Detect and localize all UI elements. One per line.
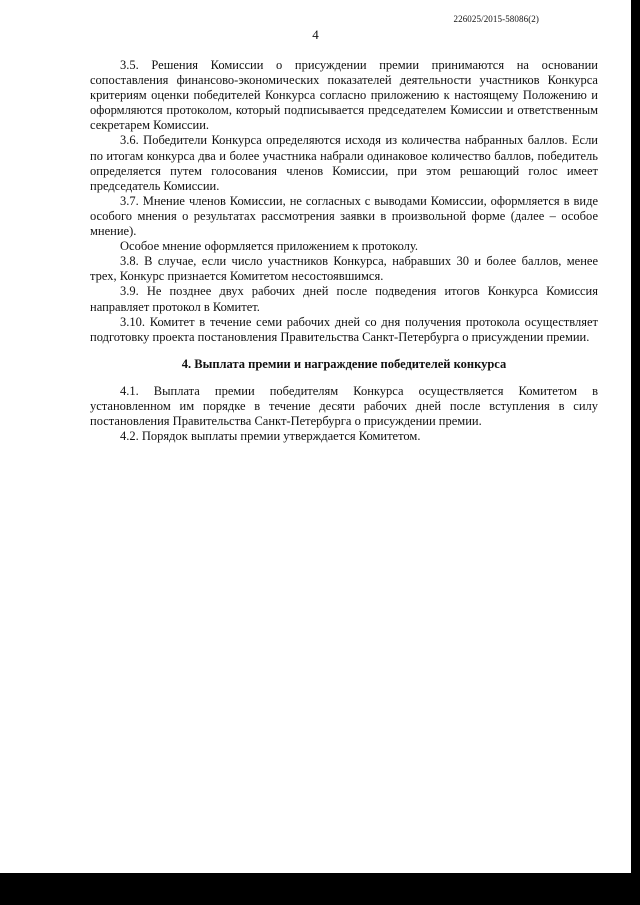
paragraph-3-7-note: Особое мнение оформляется приложением к протоколу. — [120, 239, 419, 254]
paragraph-3-6: 3.6. Победители Конкурса определяются исходя из количества набранных баллов. Если по итогам конкурса два и более участника набрали одинаковое количество баллов, победитель определяется путем голосования членов Комиссии, при этом решающий голос имеет председатель Комиссии. — [90, 133, 598, 193]
document-id: 226025/2015-58086(2) — [453, 14, 539, 24]
document-body — [90, 58, 598, 444]
scan-border — [0, 873, 640, 905]
paragraph-4-2: 4.2. Порядок выплаты премии утверждается Комитетом. — [120, 429, 421, 444]
paragraph-4-1: 4.1. Выплата премии победителям Конкурса осуществляется Комитетом в установленном им порядке в течение десяти рабочих дней после вступления в силу постановления Правительства Санкт-Петербурга о присуждении премии. — [90, 383, 598, 429]
page-number: 4 — [312, 27, 319, 42]
paragraph-3-8: 3.8. В случае, если число участников Конкурса, набравших 30 и более баллов, менее трех, Конкурс признается Комитетом несостоявшимся. — [90, 254, 598, 284]
paragraph-3-5: 3.5. Решения Комиссии о присуждении премии принимаются на основании сопоставления финансово-экономических показателей деятельности участников Конкурса критериям оценки победителей Конкурса согласно приложению к настоящему Положению и оформляются протоколом, который подписывается председателем Комиссии и ответственным секретарем Комиссии. — [90, 58, 598, 133]
paragraph-3-7: 3.7. Мнение членов Комиссии, не согласных с выводами Комиссии, оформляется в виде особого мнения о результатах рассмотрения заявки в произвольной форме (далее – особое мнение). — [90, 193, 598, 239]
paragraph-3-9: 3.9. Не позднее двух рабочих дней после подведения итогов Конкурса Комиссия направляет протокол в Комитет. — [90, 284, 598, 314]
paragraph-3-10: 3.10. Комитет в течение семи рабочих дней со дня получения протокола осуществляет подготовку проекта постановления Правительства Санкт-Петербурга о присуждении премии. — [90, 314, 598, 344]
section-4-title: 4. Выплата премии и награждение победителей конкурса — [181, 356, 507, 371]
